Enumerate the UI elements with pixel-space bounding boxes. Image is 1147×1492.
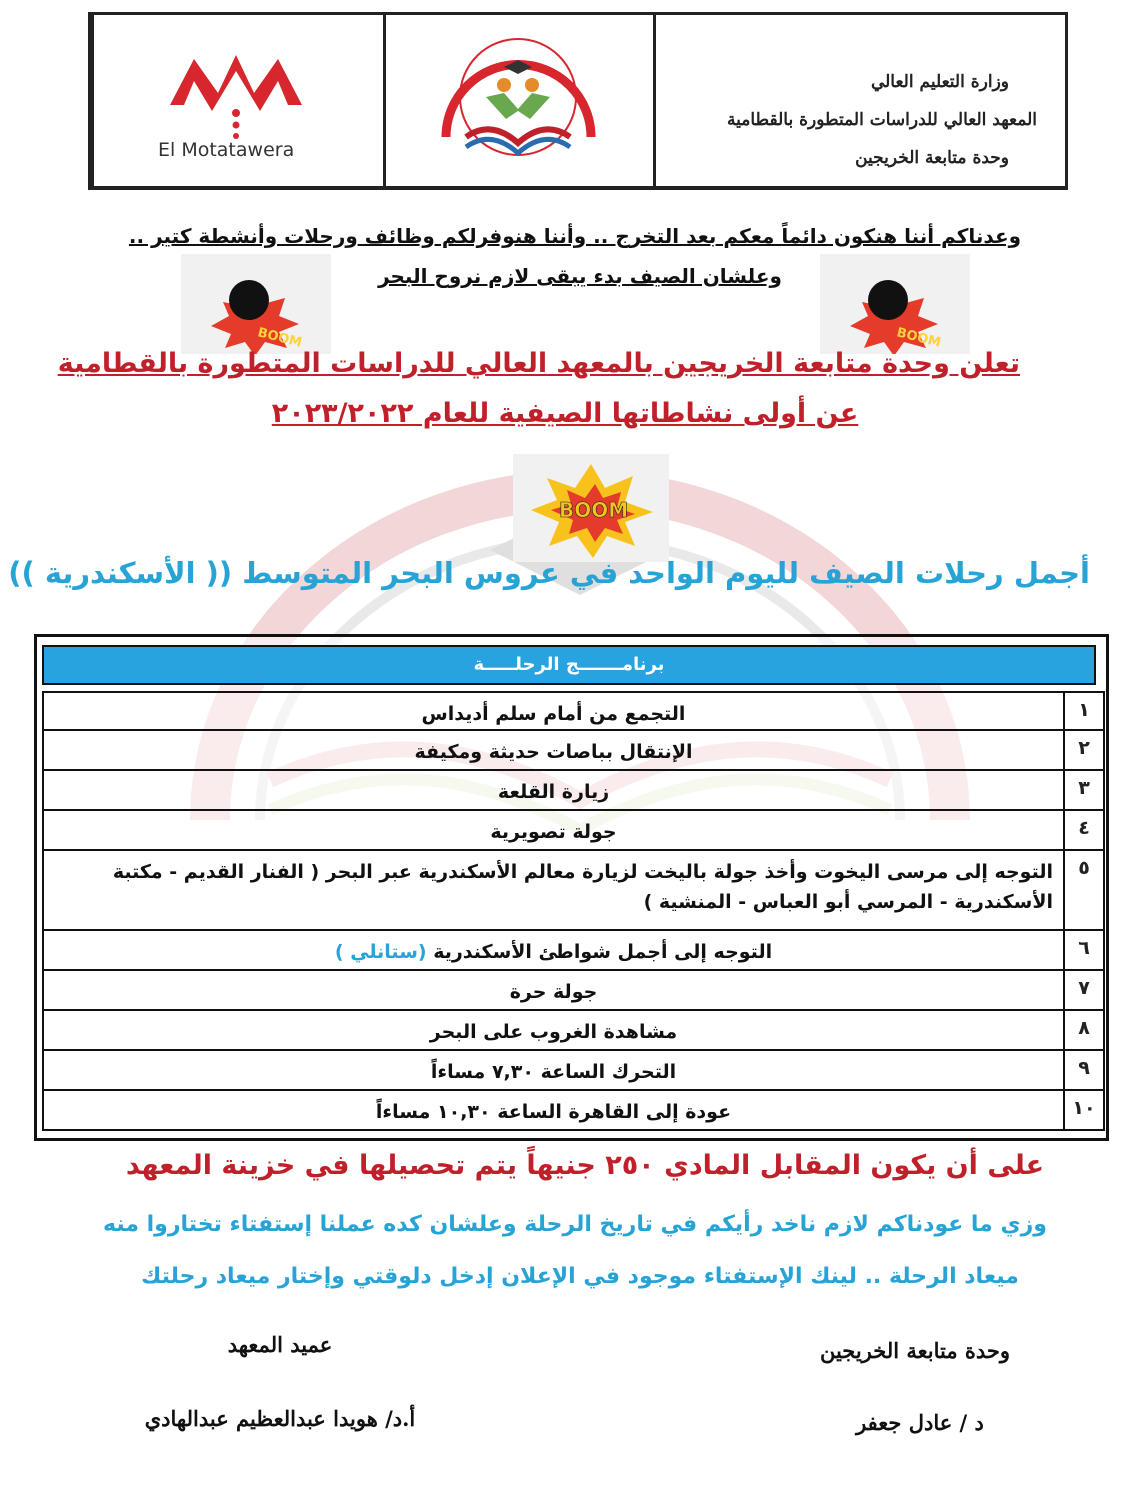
table-row xyxy=(42,1091,1105,1131)
institute-name: المعهد العالي للدراسات المتطورة بالقطامية xyxy=(727,110,1037,130)
row-number: ٣ xyxy=(1063,771,1103,809)
boom-word: BOOM xyxy=(895,325,943,351)
table-row xyxy=(42,1011,1105,1051)
row-activity xyxy=(44,931,1063,973)
row-activity xyxy=(44,971,1063,1013)
trip-title: أجمل رحلات الصيف لليوم الواحد في عروس البحر المتوسط (( الأسكندرية )) xyxy=(8,556,1090,590)
unit-head-name: د / عادل جعفر xyxy=(856,1410,984,1435)
row-activity xyxy=(44,1051,1063,1093)
table-header: برنامـــــــج الرحلـــــة xyxy=(42,645,1096,685)
row-activity xyxy=(44,731,1063,773)
unit-name: وحدة متابعة الخريجين xyxy=(855,148,1009,168)
row-activity-text: التجمع من أمام سلم أديداس xyxy=(421,703,686,725)
dean-name: أ.د/ هويدا عبدالعظيم عبدالهادي xyxy=(144,1406,416,1431)
table-row xyxy=(42,771,1105,811)
boom-image-right xyxy=(820,254,970,354)
row-number: ٨ xyxy=(1063,1011,1103,1049)
row-activity xyxy=(44,693,1063,735)
row-activity xyxy=(44,851,1063,923)
announcement-line-1: تعلن وحدة متابعة الخريجين بالمعهد العالي للدراسات المتطورة بالقطامية xyxy=(57,348,1020,379)
dean-title: عميد المعهد xyxy=(227,1332,333,1357)
row-activity-text: التحرك الساعة ٧,٣٠ مساءاً xyxy=(430,1061,677,1083)
row-activity-text: زيارة القلعة xyxy=(497,781,610,803)
row-activity xyxy=(44,1091,1063,1133)
row-activity-text: عودة إلى القاهرة الساعة ١٠,٣٠ مساءاً xyxy=(375,1101,732,1123)
intro-line-1: وعدناكم أننا هنكون دائماً معكم بعد التخرج .. وأننا هنوفرلكم وظائف ورحلات وأنشطة كتير .. xyxy=(128,224,1022,248)
table-row xyxy=(42,1051,1105,1091)
row-activity-text: جولة حرة xyxy=(509,981,598,1003)
trip-program-table xyxy=(34,634,1109,1141)
row-number: ٧ xyxy=(1063,971,1103,1009)
row-number: ٥ xyxy=(1063,851,1103,929)
emblem-cell xyxy=(383,15,653,186)
row-activity-text: جولة تصويرية xyxy=(490,821,617,843)
ministry-name: وزارة التعليم العالي xyxy=(870,72,1009,92)
boom-image-left xyxy=(181,254,331,354)
table-row xyxy=(42,691,1105,731)
row-number: ٢ xyxy=(1063,731,1103,769)
table-row xyxy=(42,731,1105,771)
row-activity xyxy=(44,771,1063,813)
table-row xyxy=(42,851,1105,931)
row-number: ٩ xyxy=(1063,1051,1103,1089)
logo-cell xyxy=(91,15,383,186)
table-row xyxy=(42,971,1105,1011)
row-number: ١ xyxy=(1063,693,1103,729)
logo-text: El Motatawera xyxy=(158,139,295,161)
el-motatawera-logo-icon xyxy=(166,41,306,141)
row-activity-text: مشاهدة الغروب على البحر xyxy=(429,1021,678,1043)
letterhead-text-cell xyxy=(653,15,1065,186)
row-activity-text: الإنتقال بباصات حديثة ومكيفة xyxy=(414,741,693,763)
intro-line-2: وعلشان الصيف بدء يبقى لازم نروح البحر xyxy=(378,264,782,288)
letterhead xyxy=(88,12,1068,190)
institute-emblem-icon xyxy=(436,37,601,177)
bomb-icon xyxy=(181,254,331,354)
row-activity-text: التوجه إلى مرسى اليخوت وأخذ جولة باليخت لزيارة معالم الأسكندرية عبر البحر ( الفنار القديم - مكتبة الأسكندرية - المرسي أبو العباس - المنشية ) xyxy=(112,861,1053,913)
boom-word: BOOM xyxy=(256,325,304,351)
row-number: ٦ xyxy=(1063,931,1103,969)
announcement-line-2: عن أولى نشاطاتها الصيفية للعام ٢٠٢٣/٢٠٢٢ xyxy=(271,398,859,429)
boom-image-center xyxy=(513,454,669,562)
table-row xyxy=(42,931,1105,971)
bomb-icon xyxy=(820,254,970,354)
boom-burst-icon xyxy=(513,454,669,562)
poll-line-2: ميعاد الرحلة .. لينك الإستفتاء موجود في الإعلان إدخل دلوقتي وإختار ميعاد رحلتك xyxy=(141,1264,1019,1289)
trip-cost: على أن يكون المقابل المادي ٢٥٠ جنيهاً يتم تحصيلها في خزينة المعهد xyxy=(125,1150,1045,1181)
table-rows xyxy=(42,691,1105,1131)
row-number: ٤ xyxy=(1063,811,1103,849)
table-row xyxy=(42,811,1105,851)
row-activity-highlight: (ستانلي ) xyxy=(334,941,427,963)
boom-word: BOOM xyxy=(559,498,629,522)
row-activity-text: التوجه إلى أجمل شواطئ الأسكندرية xyxy=(433,941,773,963)
poll-line-1: وزي ما عودناكم لازم ناخد رأيكم في تاريخ الرحلة وعلشان كده عملنا إستفتاء تختاروا منه xyxy=(103,1212,1047,1237)
row-activity xyxy=(44,1011,1063,1053)
row-activity xyxy=(44,811,1063,853)
row-number: ١٠ xyxy=(1063,1091,1103,1129)
unit-signature-title: وحدة متابعة الخريجين xyxy=(819,1338,1011,1363)
